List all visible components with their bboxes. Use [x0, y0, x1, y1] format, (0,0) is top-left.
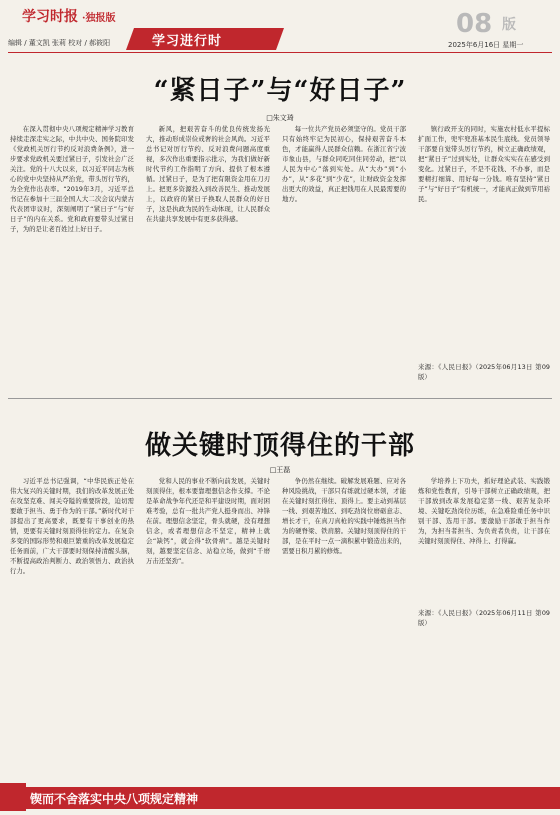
article2-title: 做关键时顶得住的干部: [144, 431, 415, 461]
masthead: [0, 0, 560, 60]
editors-line: 编辑 / 董文凯 张莉 校对 / 郝筱阳: [8, 39, 111, 47]
article-divider: [8, 398, 552, 399]
masthead-rule: [8, 52, 552, 53]
article2-column-3: 争仍然在继续。破解发展难题、应对各种风险挑战，干部只有练就过硬本领，才能在关键时刻扛得住、顶得上。要主动到基层一线、到艰苦地区、到吃劲岗位磨砺意志、增长才干，在真刀真枪的实践中锤炼担当作为的硬脊梁、铁肩膀。关键时刻顶得住的干部，是在平时一点一滴积累中锻造出来的，需要日积月累的修炼。: [282, 477, 406, 555]
page-number: 08: [456, 9, 493, 39]
article2-column-4: 学培养上下功夫，抓好理论武装、实践锻炼和党性教育，引导干部树立正确政绩观，把干部放到改革发展稳定第一线、艰苦复杂环境、关键吃劲岗位历练，在急难险重任务中识别干部、选用干部。要激励干部敢于担当作为，为担当者担当、为负责者负责，让干部在关键时刻顶得住、冲得上、打得赢。: [418, 477, 550, 545]
article1-byline: □朱文琦: [266, 114, 294, 122]
article1-title: “紧日子”与“好日子”: [153, 76, 407, 106]
newspaper-logo: 学习时报 ·独报版: [22, 9, 116, 25]
issue-date: 2025年6月16日 星期一: [448, 41, 524, 49]
section-title: 学习进行时: [152, 34, 223, 49]
article2-column-2: 党和人民的事业不断向前发展，关键时刻顶得住，根本要靠理想信念作支撑。不论是革命战争年代还是和平建设时期，面对困难考验，总有一批共产党人挺身而出、冲锋在前。理想信念坚定，骨头就硬，没有理想信念，或者理想信念不坚定，精神上就会“缺钙”，就会得“软骨病”。越是关键时刻，越要坚定信念、站稳立场，做到“千磨万击还坚劲”。: [146, 477, 270, 565]
bottom-banner-text: 锲而不舍落实中央八项规定精神: [30, 792, 199, 806]
article2-source: 来源：《人民日报》（2025年06月11日 第09版）: [418, 609, 550, 627]
article1-source: 来源：《人民日报》（2025年06月13日 第09版）: [418, 363, 550, 381]
article2-column-1: 习近平总书记强调，“中华民族正处在伟大复兴的关键时期，我们的改革发展正处在攻坚克难、闯关夺隘的重要阶段，迫切需要敢于担当、勇于作为的干部。”新时代对干部提出了更高要求，既要有干事创业的热情，更要有关键时刻顶得住的定力。在复杂多变的国际形势和艰巨繁重的改革发展稳定任务面前，广大干部要时刻保持清醒头脑，不断提高政治判断力、政治领悟力、政治执行力。: [10, 477, 134, 575]
article1-column-3: 每一位共产党员必须坚守的。党员干部只有始终牢记为民初心，保持艰苦奋斗本色，才能赢得人民群众信赖。在浙江省宁波市象山县，与群众同吃同住同劳动，把“以人民为中心”落到实处。从“大办”到“小办”，从“多花”到“少花”，让财政资金发挥出更大的效益，真正把钱用在人民最需要的地方。: [282, 125, 406, 203]
page-label: 版: [502, 17, 516, 33]
article1-column-1: 在深入贯彻中央八项规定精神学习教育持续走深走实之际，中共中央、国务院印发《党政机关厉行节约反对浪费条例》，进一步要求党政机关要过紧日子，引发社会广泛关注。党的十八大以来，以习近平同志为核心的党中央坚持从严治党，带头厉行节约，为全党作出表率。“2019年3月，习近平总书记在参加十三届全国人大二次会议内蒙古代表团审议时，深刻阐明了“紧日子”与“好日子”的内在关系。党和政府要带头过紧日子，为的是让老百姓过上好日子。: [10, 125, 134, 233]
article1-column-2: 新风，把艰苦奋斗的优良传统发扬光大，推动形成崇俭戒奢的社会风尚。习近平总书记对厉行节约、反对浪费问题高度重视，多次作出重要指示批示，为我们做好新时代节约工作指明了方向、提供了根本遵循。过紧日子，是为了把有限资金用在刀刃上。把更多资源投入到改善民生、推动发展上，以政府的紧日子换取人民群众的好日子，这是执政为民的生动体现，让人民群众在共建共享发展中有更多获得感。: [146, 125, 270, 223]
article1-column-4: 镇行政开支的同时，实施农村低水平提标扩面工作，兜牢兜准基本民生底线。党员领导干部要自觉带头厉行节约，树立正确政绩观，把“紧日子”过到实处，让群众实实在在感受到变化。过紧日子，不是不花钱、不办事，而是要精打细算、用好每一分钱。唯有坚持“紧日子”与“好日子”有机统一，才能真正做到节用裕民。: [418, 125, 550, 203]
article2-byline: □王磊: [269, 466, 291, 474]
